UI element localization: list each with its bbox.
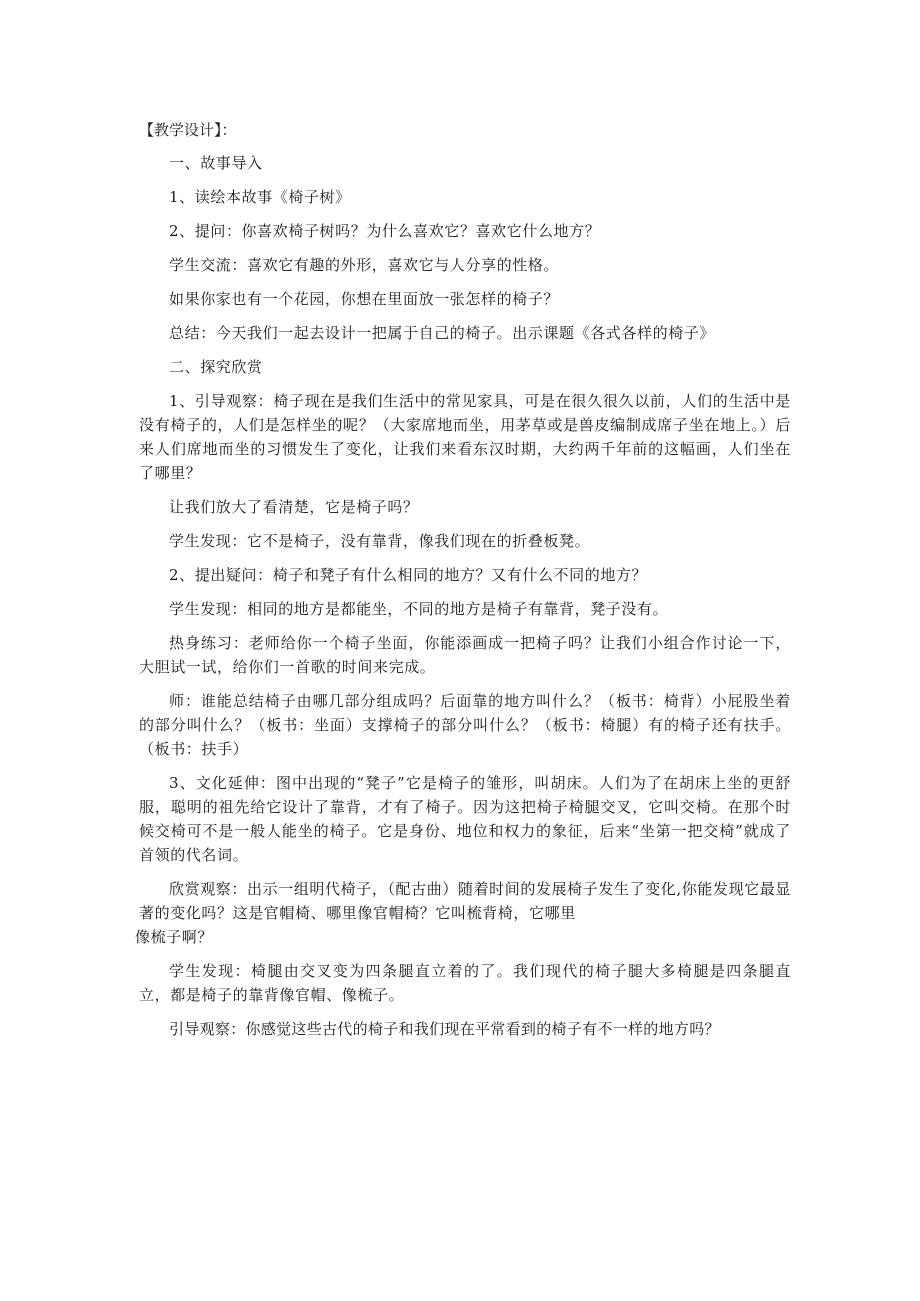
paragraph: 让我们放大了看清楚，它是椅子吗？ [169, 498, 419, 516]
section-heading-explore: 二、探究欣赏 [169, 358, 263, 376]
document-body [135, 151, 791, 1051]
paragraph: 像梳子啊？ [135, 928, 214, 946]
paragraph: 欣赏观察：出示一组明代椅子，（配古曲）随着时间的发展椅子发生了变化,你能发现它最显著的变化吗？这是官帽椅、哪里像官帽椅？它叫梳背椅，它哪里 [139, 880, 791, 922]
paragraph: 2、提出疑问：椅子和凳子有什么相同的地方？又有什么不同的地方？ [169, 566, 648, 584]
paragraph: 师：谁能总结椅子由哪几部分组成吗？后面靠的地方叫什么？（板书：椅背）小屁股坐着的部分叫什么？（板书：坐面）支撑椅子的部分叫什么？（板书：椅腿）有的椅子还有扶手。（板书：扶手） [139, 692, 791, 758]
paragraph: 如果你家也有一个花园，你想在里面放一张怎样的椅子？ [169, 290, 560, 308]
paragraph: 引导观察：你感觉这些古代的椅子和我们现在平常看到的椅子有不一样的地方吗？ [169, 1020, 720, 1038]
paragraph: 1、引导观察：椅子现在是我们生活中的常见家具，可是在很久很久以前，人们的生活中是没有椅子的，人们是怎样坐的呢？（大家席地而坐，用茅草或是兽皮编制成席子坐在地上。）后来人们席地而坐的习惯发生了变化，让我们来看东汉时期，大约两千年前的这幅画，人们坐在了哪里？ [139, 392, 791, 482]
paragraph: 学生发现：椅腿由交叉变为四条腿直立着的了。我们现代的椅子腿大多椅腿是四条腿直立，都是椅子的靠背像官帽、像梳子。 [139, 962, 791, 1004]
paragraph: 学生发现：它不是椅子，没有靠背，像我们现在的折叠板凳。 [169, 532, 591, 550]
document-title: 【教学设计】： [139, 121, 237, 139]
paragraph: 3、文化延伸：图中出现的“凳子”它是椅子的雏形，叫胡床。人们为了在胡床上坐的更舒服，聪明的祖先给它设计了靠背，才有了椅子。因为这把椅子椅腿交叉，它叫交椅。在那个时候交椅可不是一般人能坐的椅子。它是身份、地位和权力的象征，后来“坐第一把交椅”就成了首领的代名词。 [139, 774, 791, 864]
paragraph: 2、提问：你喜欢椅子树吗？为什么喜欢它？喜欢它什么地方？ [169, 222, 601, 240]
paragraph: 总结：今天我们一起去设计一把属于自己的椅子。出示课题《各式各样的椅子》 [169, 324, 716, 342]
section-heading-story-intro: 一、故事导入 [169, 154, 263, 172]
paragraph: 热身练习：老师给你一个椅子坐面，你能添画成一把椅子吗？让我们小组合作讨论一下，大胆试一试，给你们一首歌的时间来完成。 [139, 634, 791, 676]
paragraph: 学生发现：相同的地方是都能坐，不同的地方是椅子有靠背，凳子没有。 [169, 600, 669, 618]
paragraph: 1、读绘本故事《椅子树》 [169, 188, 351, 206]
paragraph: 学生交流：喜欢它有趣的外形，喜欢它与人分享的性格。 [169, 256, 560, 274]
